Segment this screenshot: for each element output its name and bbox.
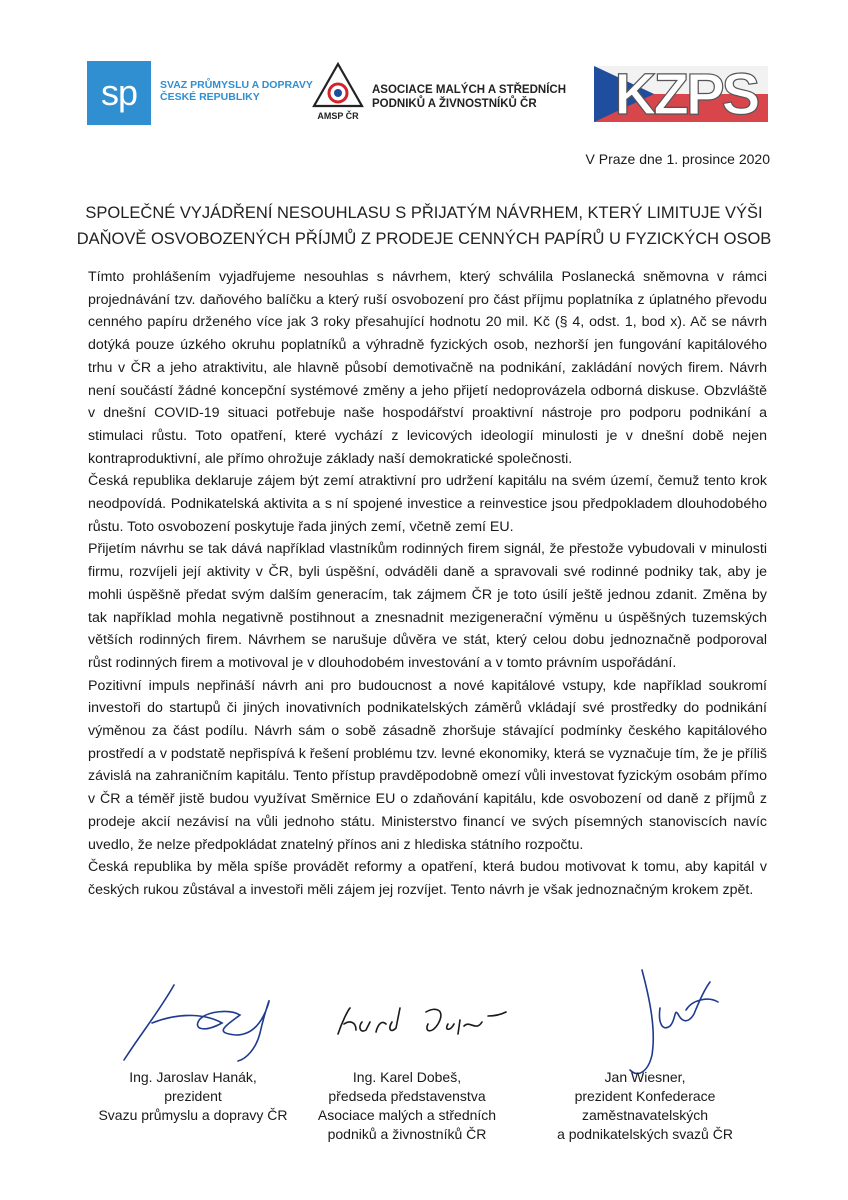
signature-hanak [112,975,282,1070]
amsp-organization-name: ASOCIACE MALÝCH A STŘEDNÍCH PODNIKŮ A ŽIVNOSTNÍKŮ ČR [372,84,567,110]
document-date: V Praze dne 1. prosince 2020 [585,151,770,167]
amsp-logo [312,62,364,122]
sp-organization-name: SVAZ PRŮMYSLU A DOPRAVY ČESKÉ REPUBLIKY [160,79,313,103]
paragraph: Pozitivní impuls nepřináší návrh ani pro budoucnost a nové kapitálové vstupy, kde například soukromí investoři do startupů či jiných inovativních podnikatelských záměrů vkládají své prostředky do podnikání výměnou za část podílu. Návrh sám o sobě zásadně zhoršuje stávající podmínky českého kapitálového prostředí a v podstatě nepřispívá k řešení problému tzv. levné ekonomiky, která se vyznačuje tím, že je příliš závislá na zahraničním kapitálu. Tento přístup pravděpodobně omezí vůli investovat fyzickým osobám přímo v ČR a téměř jistě budou využívat Směrnice EU o zdaňování kapitálu, kde osvobození od daně z příjmů z prodeje akcií nezávisí na vůli jednoho státu. Ministerstvo financí ve svých písemných stanoviscích navíc uvedlo, že nelze předpokládat znatelný přínos ani z hlediska státního rozpočtu. [88,677,767,853]
signature-wiesner [612,960,732,1080]
sp-logo: sp [87,61,151,125]
signatory-wiesner: Jan Wiesner, prezident Konfederace zaměstnavatelských a podnikatelských svazů ČR [557,1069,733,1142]
document-body [88,266,767,902]
paragraph: Česká republika deklaruje zájem být zemí atraktivní pro udržení kapitálu na svém území, čemuž tento krok neodpovídá. Podnikatelská aktivita a s ní spojené investice a reinvestice jsou předpokladem dlouhodobého růstu. Toto osvobození poskytuje řada jiných zemí, včetně zemí EU. [88,473,767,535]
amsp-logo-label: AMSP ČR [317,111,359,121]
signatory-hanak: Ing. Jaroslav Hanák, prezident Svazu průmyslu a dopravy ČR [98,1069,288,1123]
document-title: SPOLEČNÉ VYJÁDŘENÍ NESOUHLASU S PŘIJATÝM NÁVRHEM, KTERÝ LIMITUJE VÝŠI DAŇOVĚ OSVOBOZENÝCH PŘÍJMŮ Z PRODEJE CENNÝCH PAPÍRŮ U FYZICKÝCH OSOB [76,204,772,248]
kzps-logo [594,66,768,122]
signatory-dobes: Ing. Karel Dobeš, předseda představenstva Asociace malých a středních podniků a živnostníků ČR [317,1069,497,1142]
paragraph: Tímto prohlášením vyjadřujeme nesouhlas s návrhem, který schválila Poslanecká sněmovna v rámci projednávání tzv. daňového balíčku a který ruší osvobození pro část příjmu poplatníka z úplatného převodu cenného papíru drženého více jak 3 roky přesahující hodnotu 20 mil. Kč (§ 4, odst. 1, bod x). Ač se návrh dotýká pouze úzkého okruhu poplatníků a výhradně fyzických osob, nezhorší jen fungování kapitálového trhu v ČR a jeho atraktivitu, ale hlavně působí demotivačně na podnikání, zakládání nových firem. Návrh není součástí žádné koncepční systémové změny a jeho přijetí nedoprovázela odborná diskuse. Obzvláště v dnešní COVID-19 situaci potřebuje naše hospodářství proaktivní nástroje pro podporu podnikání a stimulaci růstu. Toto opatření, které vychází z levicových ideologií minulosti je v dnešní době nejen kontraproduktivní, ale přímo ohrožuje základy naší demokratické společnosti. [88,269,767,467]
paragraph: Česká republika by měla spíše provádět reformy a opatření, která budou motivovat k tomu, aby kapitál v českých rukou zůstával a investoři měli zájem jej rozvíjet. Tento návrh je však jednoznačným krokem zpět. [88,859,767,898]
kzps-logo-label: KZPS [614,66,758,122]
paragraph: Přijetím návrhu se tak dává například vlastníkům rodinných firem signál, že přestože vybudovali v minulosti firmu, rozvíjeli její aktivity v ČR, byli úspěšní, odváděli daně a spravovali své rodinné podniky tak, aby je mohli úspěšně předat svým dalším generacím, tak zájmem ČR je toto úsilí ještě jednou zdanit. Změna by tak například mohla negativně postihnout a znesnadnit mezigenerační výměnu u úspěšných tuzemských větších rodinných firem. Návrhem se narušuje důvěra ve stát, který celou dobu jednoznačně podporoval růst rodinných firem a motivoval je v dlouhodobém investování a v tomto právním uspořádání. [88,541,767,671]
signature-dobes [330,1002,510,1046]
